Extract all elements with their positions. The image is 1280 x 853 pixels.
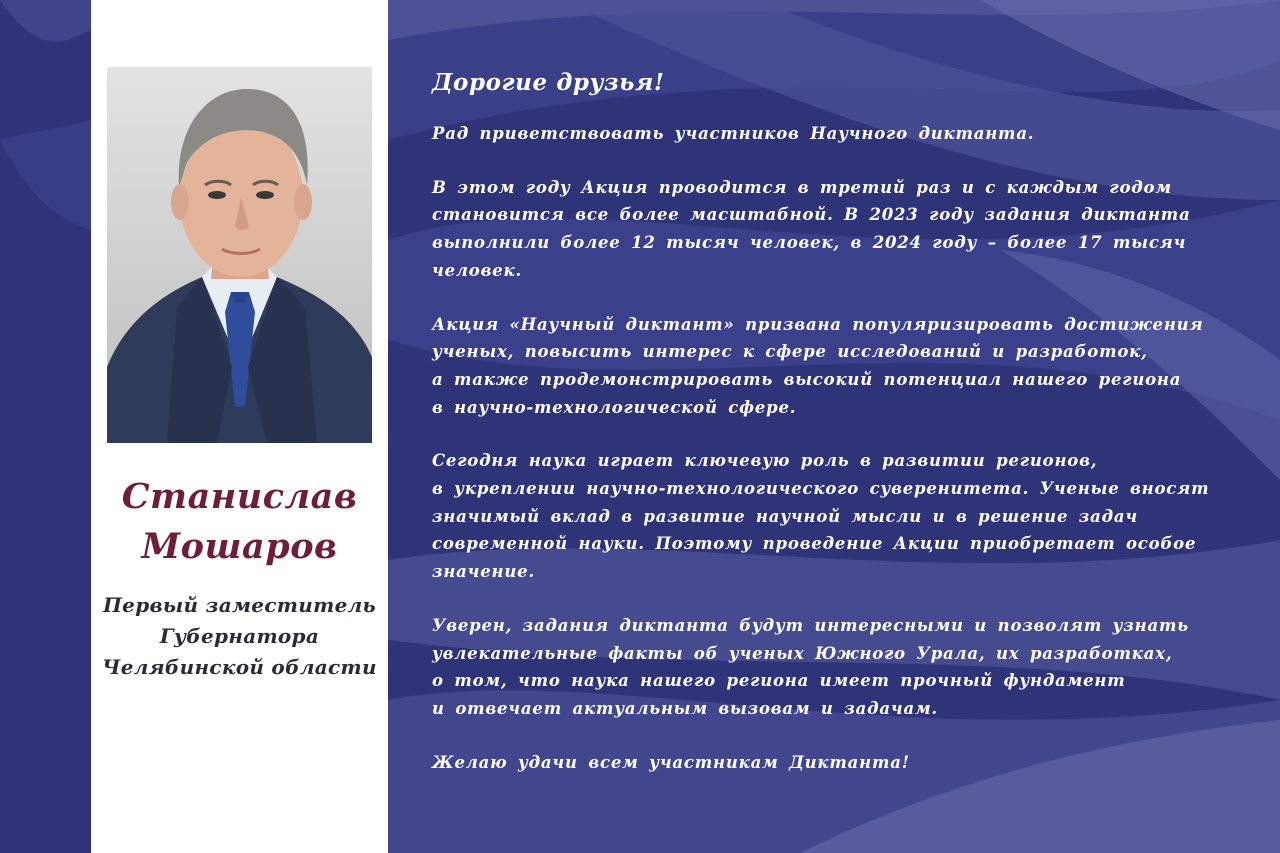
letter-text [432,66,1232,802]
position-line: Первый заместитель [102,593,377,617]
person-position [91,590,388,683]
position-line: Челябинской области [102,655,377,679]
letter-line: а также продемонстрировать высокий потенциал нашего региона [432,369,1182,389]
letter-line: становится все более масштабной. В 2023 году задания диктанта [432,205,1191,225]
portrait-photo [107,67,372,443]
person-first-name: Станислав [121,476,358,517]
letter-line: ученых, повысить интерес к сфере исследований и разработок, [432,342,1148,362]
letter-paragraph [432,120,1232,148]
letter-line: Желаю удачи всем участникам Диктанта! [432,752,910,772]
letter-line: в укреплении научно-технологического суверенитета. Ученые вносят [432,479,1210,499]
letter-paragraph [432,174,1232,285]
letter-greeting: Дорогие друзья! [432,69,665,96]
letter-line: о том, что наука нашего региона имеет прочный фундамент [432,671,1126,691]
letter-line: Сегодня наука играет ключевую роль в развитии регионов, [432,451,1098,471]
letter-line: в научно-технологической сфере. [432,397,797,417]
person-name [91,472,388,572]
letter-line: и отвечает актуальным вызовам и задачам. [432,698,938,718]
letter-line: современной науки. Поэтому проведение Акции приобретает особое [432,534,1197,554]
letter-line: Уверен, задания диктанта будут интересными и позволят узнать [432,615,1189,635]
letter-line: значение. [432,562,536,582]
letter-line: увлекательные факты об ученых Южного Урала, их разработках, [432,643,1173,663]
letter-line: человек. [432,260,523,280]
letter-line: Рад приветствовать участников Научного диктанта. [432,124,1035,143]
letter-line: значимый вклад в развитие научной мысли и в решение задач [432,506,1138,526]
letter-paragraph [432,311,1232,422]
letter-paragraph [432,612,1232,723]
letter-line: В этом году Акция проводится в третий раз и с каждым годом [432,177,1172,197]
letter-line: Акция «Научный диктант» призвана популяризировать достижения [432,314,1204,334]
letter-line: выполнили более 12 тысяч человек, в 2024 году – более 17 тысяч [432,233,1187,253]
person-last-name: Мошаров [141,526,338,567]
position-line: Губернатора [159,624,320,648]
letter-paragraph [432,447,1232,586]
letter-paragraph [432,749,1232,777]
